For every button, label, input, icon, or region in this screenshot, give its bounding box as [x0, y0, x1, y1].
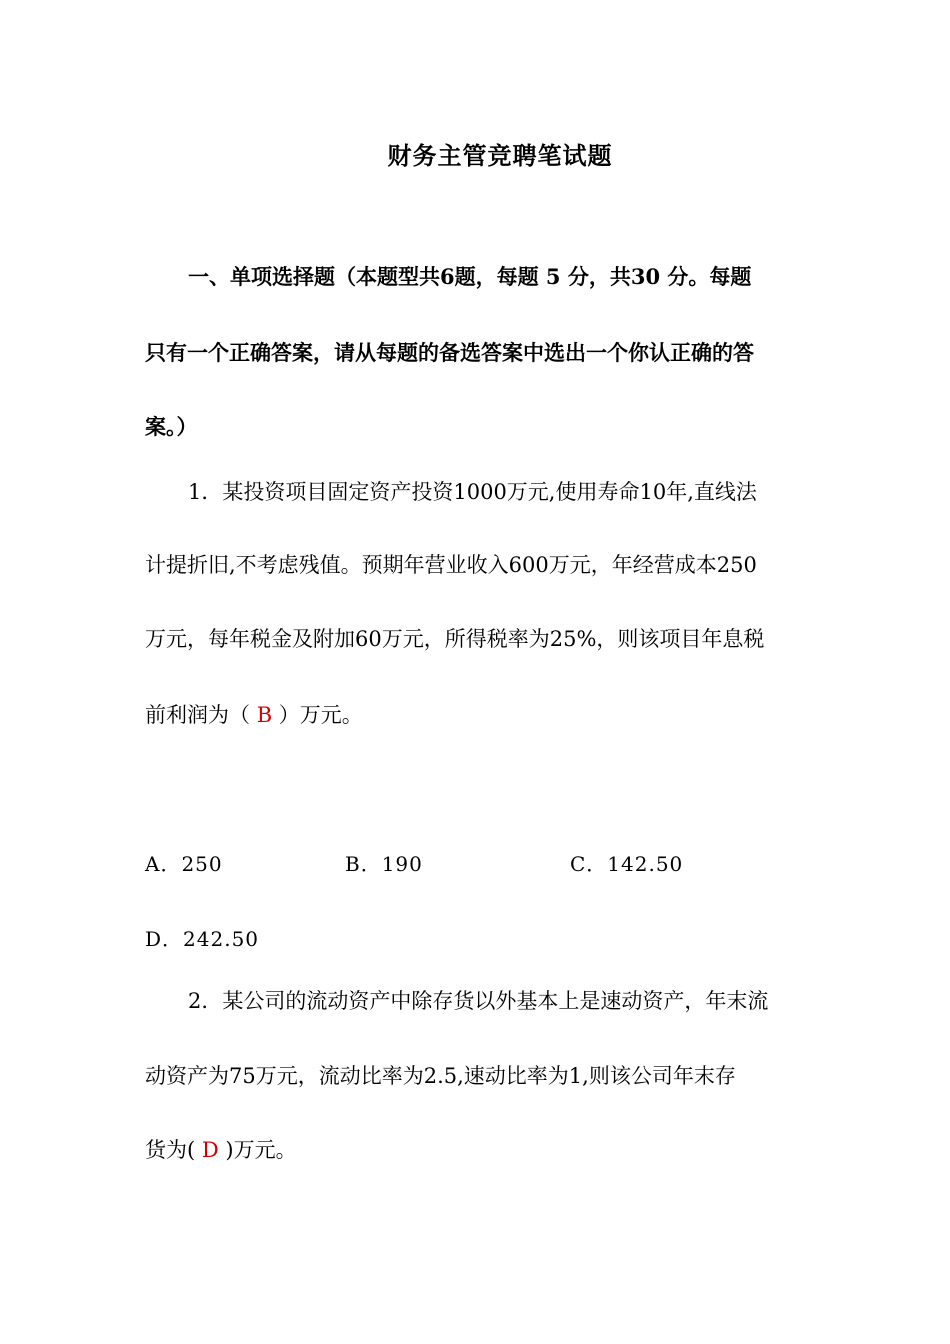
question-1-line-3: 万元，每年税金及附加60万元，所得税率为25%，则该项目年息税 — [145, 627, 765, 651]
question-1-option-a: A．250 — [145, 852, 223, 876]
question-2-prefix: 货为( — [145, 1138, 202, 1162]
question-2-line-1: 2．某公司的流动资产中除存货以外基本上是速动资产，年末流 — [188, 989, 769, 1013]
section-heading-line-2: 只有一个正确答案，请从每题的备选答案中选出一个你认正确的答 — [145, 340, 754, 365]
question-2-suffix: )万元。 — [218, 1138, 297, 1162]
question-1-line-2: 计提折旧,不考虑残值。预期年营业收入600万元，年经营成本250 — [145, 553, 757, 577]
question-2-line-2: 动资产为75万元，流动比率为2.5,速动比率为1,则该公司年末存 — [145, 1064, 736, 1088]
question-1-option-b: B．190 — [345, 852, 423, 876]
question-2-answer: D — [201, 1138, 219, 1162]
question-1-line-4 — [145, 700, 363, 730]
question-1-option-c: C．142.50 — [570, 852, 684, 876]
section-heading-line-1: 一、单项选择题（本题型共6题，每题 5 分，共30 分。每题 — [188, 264, 752, 289]
question-1-answer: B — [256, 703, 273, 727]
question-2-line-3 — [145, 1135, 297, 1165]
question-1-option-d: D．242.50 — [145, 927, 260, 951]
section-heading-line-3: 案。） — [145, 414, 198, 439]
question-1-suffix: ）万元。 — [272, 703, 363, 727]
page-title: 财务主管竞聘笔试题 — [387, 141, 613, 170]
question-1-line-1: 1．某投资项目固定资产投资1000万元,使用寿命10年,直线法 — [188, 480, 757, 504]
question-1-prefix: 前利润为（ — [145, 703, 257, 727]
